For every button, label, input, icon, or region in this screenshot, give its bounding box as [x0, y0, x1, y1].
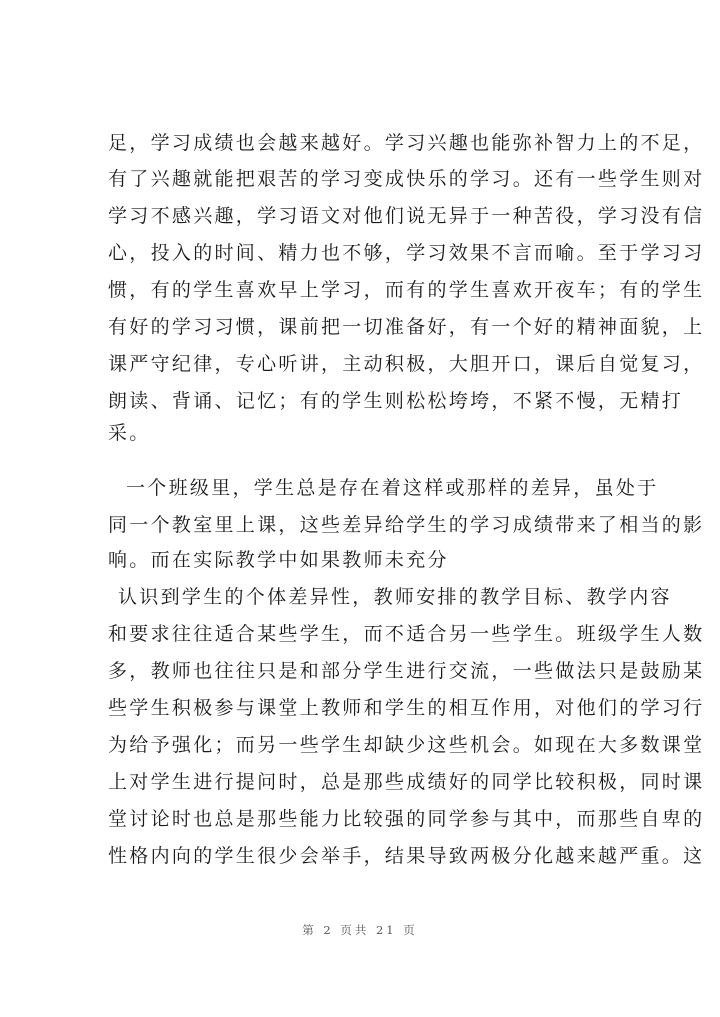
text-line: 课严守纪律，专心听讲，主动积极，大胆开口，课后自觉复习，: [108, 353, 705, 375]
text-line: 有了兴趣就能把艰苦的学习变成快乐的学习。还有一些学生则对: [108, 168, 705, 190]
text-line: 足，学习成绩也会越来越好。学习兴趣也能弥补智力上的不足，: [108, 132, 705, 154]
text-line: 有好的学习习惯，课前把一切准备好，有一个好的精神面貌，上: [108, 316, 705, 338]
text-line: 些学生积极参与课堂上教师和学生的相互作用，对他们的学习行: [108, 697, 705, 719]
paragraph-first-line: 认识到学生的个体差异性，教师安排的教学目标、教学内容: [118, 586, 672, 608]
text-line: 采。: [108, 422, 151, 444]
text-line: 为给予强化；而另一些学生却缺少这些机会。如现在大多数课堂: [108, 734, 705, 756]
text-line: 惯，有的学生喜欢早上学习，而有的学生喜欢开夜车；有的学生: [108, 279, 705, 301]
text-line: 响。而在实际教学中如果教师未充分: [108, 549, 449, 571]
text-line: 心，投入的时间、精力也不够，学习效果不言而喻。至于学习习: [108, 242, 705, 264]
text-line: 同一个教室里上课，这些差异给学生的学习成绩带来了相当的影: [108, 514, 705, 536]
text-line: 和要求往往适合某些学生，而不适合另一些学生。班级学生人数: [108, 623, 705, 645]
text-line: 上对学生进行提问时，总是那些成绩好的同学比较积极，同时课: [108, 771, 705, 793]
paragraph-first-line: 一个班级里，学生总是存在着这样或那样的差异，虽处于: [126, 477, 659, 499]
text-line: 朗读、背诵、记忆；有的学生则松松垮垮，不紧不慢，无精打: [108, 390, 684, 412]
text-line: 性格内向的学生很少会举手，结果导致两极分化越来越严重。这: [108, 845, 705, 867]
text-line: 多，教师也往往只是和部分学生进行交流，一些做法只是鼓励某: [108, 660, 705, 682]
page-number-footer: 第 2 页共 21 页: [302, 923, 418, 937]
text-line: 学习不感兴趣，学习语文对他们说无异于一种苦役，学习没有信: [108, 205, 705, 227]
text-line: 堂讨论时也总是那些能力比较强的同学参与其中，而那些自卑的: [108, 808, 705, 830]
